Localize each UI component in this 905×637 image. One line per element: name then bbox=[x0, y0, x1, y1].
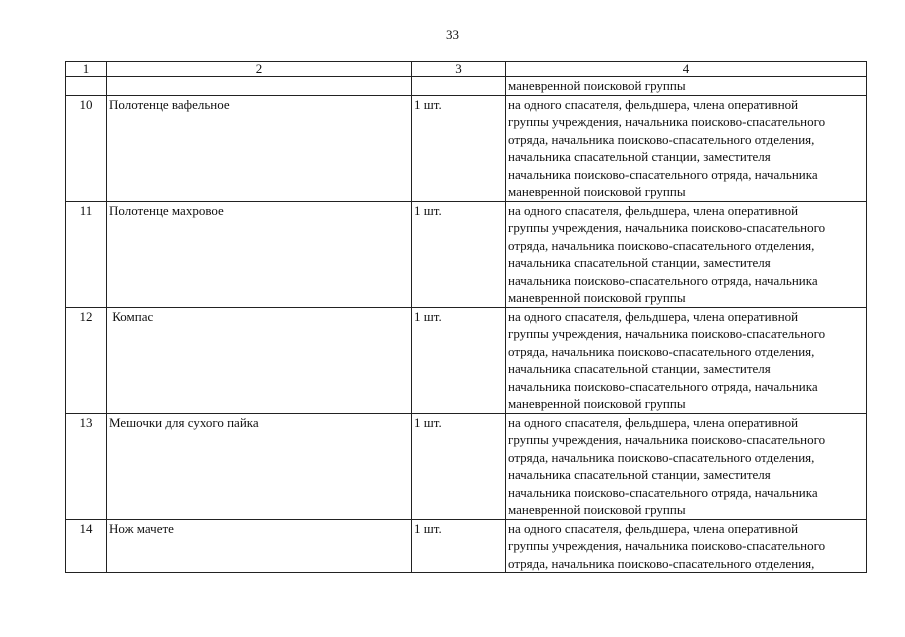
continuation-item-cell bbox=[107, 77, 412, 96]
item-quantity: 1 шт. bbox=[412, 201, 506, 307]
item-name: Компас bbox=[107, 307, 412, 413]
header-col-2: 2 bbox=[107, 62, 412, 77]
table-body bbox=[66, 62, 867, 573]
description-line: маневренной поисковой группы bbox=[508, 502, 686, 517]
description-line: отряда, начальника поисково-спасательного отделения, bbox=[508, 449, 815, 465]
item-name: Полотенце махровое bbox=[107, 201, 412, 307]
item-quantity: 1 шт. bbox=[412, 95, 506, 201]
description-line: маневренной поисковой группы bbox=[508, 184, 686, 199]
description-line: отряда, начальника поисково-спасательного отделения, bbox=[508, 237, 815, 253]
item-description bbox=[506, 307, 867, 413]
equipment-table bbox=[65, 61, 867, 573]
description-line: на одного спасателя, фельдшера, члена оперативной bbox=[508, 96, 799, 112]
item-description bbox=[506, 413, 867, 519]
description-line: маневренной поисковой группы bbox=[508, 396, 686, 411]
description-line: отряда, начальника поисково-спасательного отделения, bbox=[508, 343, 815, 359]
continuation-qty-cell bbox=[412, 77, 506, 96]
item-name: Полотенце вафельное bbox=[107, 95, 412, 201]
table-row bbox=[66, 201, 867, 307]
description-line: группы учреждения, начальника поисково-спасательного bbox=[508, 114, 826, 129]
header-col-4: 4 bbox=[506, 62, 867, 77]
page-number: 33 bbox=[446, 27, 459, 42]
table-header-row bbox=[66, 62, 867, 77]
description-line: начальника спасательной станции, заместителя bbox=[508, 467, 771, 482]
item-quantity: 1 шт. bbox=[412, 307, 506, 413]
table-row bbox=[66, 413, 867, 519]
item-quantity: 1 шт. bbox=[412, 519, 506, 573]
description-line: на одного спасателя, фельдшера, члена оперативной bbox=[508, 414, 799, 430]
row-number: 12 bbox=[66, 307, 107, 413]
description-line: начальника поисково-спасательного отряда, начальника bbox=[508, 272, 818, 288]
description-line: начальника поисково-спасательного отряда, начальника bbox=[508, 166, 818, 182]
continuation-row bbox=[66, 77, 867, 96]
description-line: отряда, начальника поисково-спасательного отделения, bbox=[508, 131, 815, 147]
description-line: начальника поисково-спасательного отряда, начальника bbox=[508, 484, 818, 500]
header-col-3: 3 bbox=[412, 62, 506, 77]
table-row bbox=[66, 519, 867, 573]
description-line: отряда, начальника поисково-спасательного отделения, bbox=[508, 555, 815, 571]
row-number: 13 bbox=[66, 413, 107, 519]
row-number: 11 bbox=[66, 201, 107, 307]
description-line: начальника спасательной станции, заместителя bbox=[508, 149, 771, 164]
description-line: начальника поисково-спасательного отряда, начальника bbox=[508, 378, 818, 394]
item-description bbox=[506, 519, 867, 573]
description-line: на одного спасателя, фельдшера, члена оперативной bbox=[508, 520, 799, 536]
description-line: на одного спасателя, фельдшера, члена оперативной bbox=[508, 202, 799, 218]
table-row bbox=[66, 95, 867, 201]
item-name: Нож мачете bbox=[107, 519, 412, 573]
table-row bbox=[66, 307, 867, 413]
description-line: группы учреждения, начальника поисково-спасательного bbox=[508, 326, 826, 341]
description-line: группы учреждения, начальника поисково-спасательного bbox=[508, 432, 826, 447]
item-description bbox=[506, 95, 867, 201]
description-line: группы учреждения, начальника поисково-спасательного bbox=[508, 220, 826, 235]
description-line: начальника спасательной станции, заместителя bbox=[508, 361, 771, 376]
item-name: Мешочки для сухого пайка bbox=[107, 413, 412, 519]
continuation-desc-cell: маневренной поисковой группы bbox=[506, 77, 867, 96]
item-description bbox=[506, 201, 867, 307]
item-quantity: 1 шт. bbox=[412, 413, 506, 519]
row-number: 10 bbox=[66, 95, 107, 201]
description-line: начальника спасательной станции, заместителя bbox=[508, 255, 771, 270]
description-line: группы учреждения, начальника поисково-спасательного bbox=[508, 538, 826, 553]
description-line: маневренной поисковой группы bbox=[508, 290, 686, 305]
header-col-1: 1 bbox=[66, 62, 107, 77]
row-number: 14 bbox=[66, 519, 107, 573]
description-line: на одного спасателя, фельдшера, члена оперативной bbox=[508, 308, 799, 324]
continuation-num-cell bbox=[66, 77, 107, 96]
